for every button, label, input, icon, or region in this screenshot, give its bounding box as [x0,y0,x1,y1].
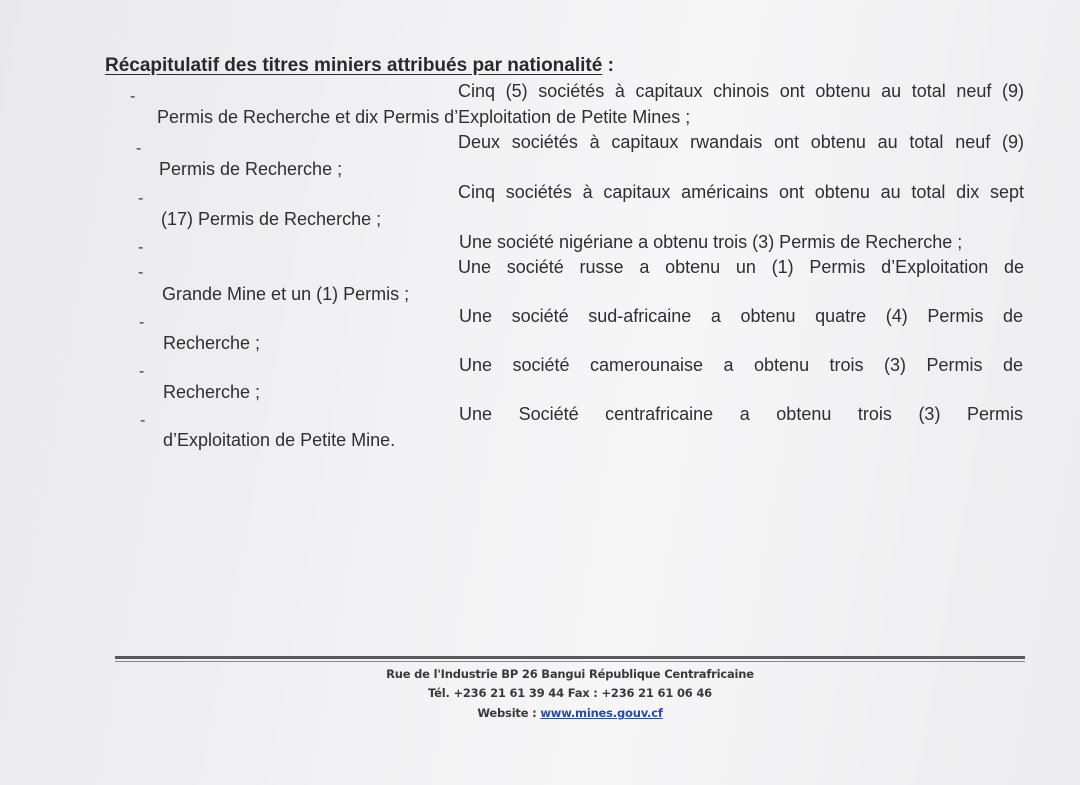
item-line-2: Permis de Recherche ; [159,159,343,179]
item-line-1: Cinq (5) sociétés à capitaux chinois ont obtenu au total neuf (9) [458,81,1024,101]
item-line-1: Deux sociétés à capitaux rwandais ont obtenu au total neuf (9) [458,132,1024,152]
bullet-dash: - [138,264,144,281]
bullet-dash: - [136,140,142,157]
item-line-2: Permis de Recherche et dix Permis d’Exploitation de Petite Mines ; [157,107,691,127]
footer-phone-fax: Tél. +236 21 61 39 44 Fax : +236 21 61 06 46 [428,686,712,700]
item-line-2: (17) Permis de Recherche ; [161,209,382,229]
title-suffix: : [602,55,614,76]
bullet-dash: - [139,314,145,331]
footer-address: Rue de l'Industrie BP 26 Bangui République Centrafricaine [386,667,754,681]
item-line-1: Cinq sociétés à capitaux américains ont obtenu au total dix sept [458,182,1024,202]
page-title [105,55,614,77]
item-line-2: Recherche ; [163,382,261,402]
item-line-2: Grande Mine et un (1) Permis ; [162,284,410,304]
item-line-2: d’Exploitation de Petite Mine. [163,430,396,450]
item-line-1: Une société sud-africaine a obtenu quatre (4) Permis de [459,306,1023,326]
item-line-1: Une Société centrafricaine a obtenu trois (3) Permis [459,404,1023,424]
item-line-1: Une société camerounaise a obtenu trois (3) Permis de [459,355,1023,375]
website-link[interactable]: www.mines.gouv.cf [540,706,663,720]
item-line-2: Recherche ; [163,333,261,353]
bullet-dash: - [140,412,146,429]
website-label: Website : [477,706,541,720]
bullet-dash: - [139,363,145,380]
footer-divider [115,656,1025,659]
item-line-1: Une société nigériane a obtenu trois (3) Permis de Recherche ; [459,232,963,252]
item-line-1: Une société russe a obtenu un (1) Permis d’Exploitation de [458,257,1024,277]
footer-divider-thin [115,661,1025,662]
bullet-dash: - [138,190,144,207]
title-text: Récapitulatif des titres miniers attribués par nationalité [105,55,603,76]
footer-website [290,706,850,720]
bullet-dash: - [130,88,136,105]
bullet-dash: - [138,239,144,256]
